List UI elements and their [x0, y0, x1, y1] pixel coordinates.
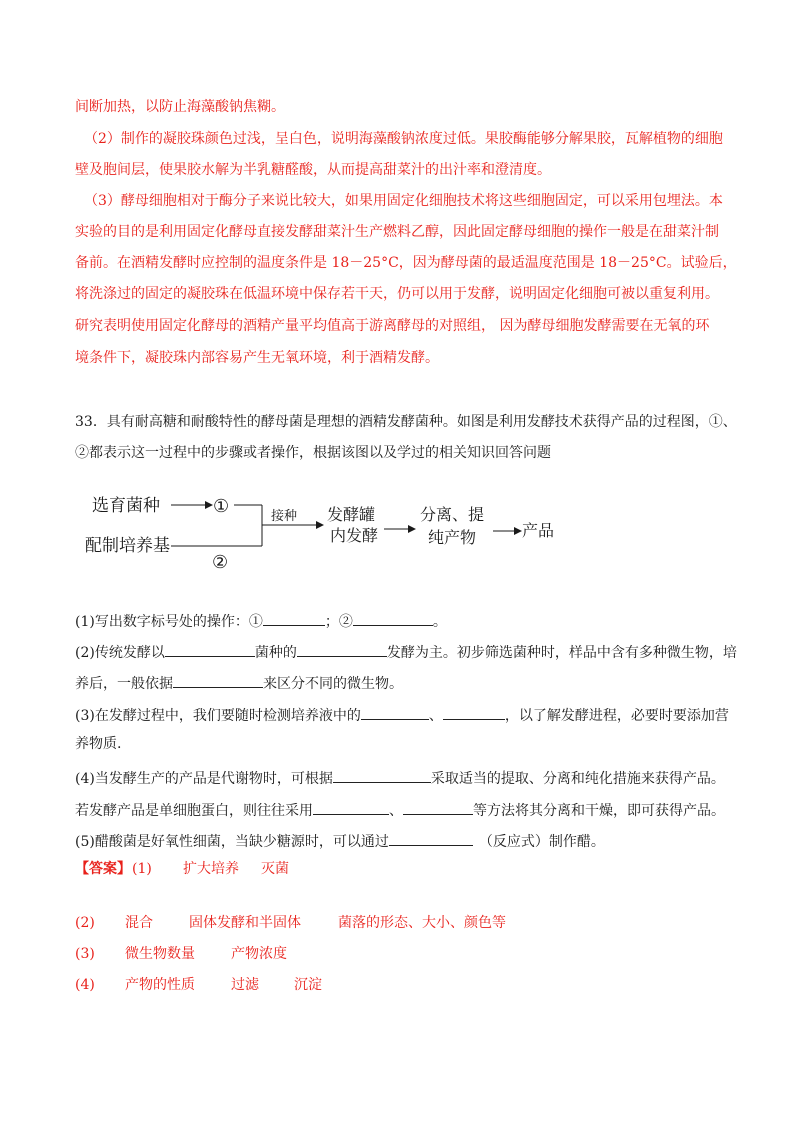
q4-text: (4)当发酵生产的产品是代谢物时，可根据	[75, 771, 333, 787]
sub-question-4	[75, 766, 725, 789]
answer-num: (2)	[75, 915, 95, 931]
explanation-line: 实验的目的是利用固定化酵母直接发酵甜菜汁生产燃料乙醇，因此固定酵母细胞的操作一般是在甜菜汁制	[75, 224, 719, 240]
answer-blank[interactable]	[353, 609, 433, 626]
explanation-line: 研究表明使用固定化酵母的酒精产量平均值高于游离酵母的对照组， 因为酵母细胞发酵需要在无氧的环	[75, 318, 710, 334]
q3-text: 、	[428, 708, 443, 724]
q4-text: 等方法将其分离和干燥，即可获得产品。	[473, 803, 725, 819]
sub-question-5	[75, 829, 605, 852]
answer-blank[interactable]	[333, 766, 431, 783]
arrow-head	[514, 527, 522, 535]
sub-question-2	[75, 640, 737, 663]
question-stem: ②都表示这一过程中的步骤或者操作，根据该图以及学过的相关知识回答问题	[75, 445, 551, 461]
sub-question-3	[75, 703, 729, 726]
explanation-line: 间断加热，以防止海藻酸钠焦糊。	[75, 99, 285, 115]
answer-value: 微生物数量	[125, 946, 195, 962]
answer-num: (4)	[75, 977, 95, 993]
sub-question-3-cont: 养物质.	[75, 736, 122, 752]
answer-label: 【答案】	[75, 861, 131, 877]
sub-question-4-cont	[75, 798, 725, 821]
explanation-line: （2）制作的凝胶珠颜色过浅，呈白色，说明海藻酸钠浓度过低。果胶酶能够分解果胶，瓦解植物的细胞	[84, 131, 723, 147]
explanation-line: 备前。在酒精发酵时应控制的温度条件是 18－25°C，因为酵母菌的最适温度范围是 18－25°C。试验后，	[75, 255, 737, 271]
answer-value: 过滤	[231, 977, 259, 993]
answer-value: 产物的性质	[125, 977, 195, 993]
arrow-head	[316, 521, 324, 529]
answer-blank[interactable]	[313, 798, 389, 815]
step-1-marker: ①	[213, 496, 230, 517]
q5-text: （反应式）制作醋。	[478, 834, 605, 850]
answer-blank[interactable]	[263, 609, 325, 626]
q1-text: 。	[432, 614, 447, 630]
answer-value: 扩大培养	[183, 861, 239, 877]
node-fermenter: 发酵罐	[327, 505, 376, 524]
node-separate-purify: 纯产物	[428, 528, 477, 547]
answer-num: (3)	[75, 946, 95, 962]
answer-num: (1)	[132, 861, 152, 877]
sub-question-2-cont	[75, 671, 403, 694]
q2-text: 养后，一般依据	[75, 676, 173, 692]
answer-blank[interactable]	[165, 640, 255, 657]
q1-text: (1)写出数字标号处的操作：①	[75, 614, 263, 630]
answer-value: 混合	[125, 915, 153, 931]
q4-text: 若发酵产品是单细胞蛋白，则往往采用	[75, 803, 313, 819]
node-select-strain: 选育菌种	[92, 496, 160, 516]
answer-blank[interactable]	[403, 798, 473, 815]
q2-text: (2)传统发酵以	[75, 645, 165, 661]
question-stem: 33．具有耐高糖和耐酸特性的酵母菌是理想的酒精发酵菌种。如图是利用发酵技术获得产品的过程图，①、	[75, 414, 737, 430]
answer-value: 菌落的形态、大小、颜色等	[338, 915, 506, 931]
arrow-head	[205, 501, 213, 509]
explanation-line: （3）酵母细胞相对于酶分子来说比较大，如果用固定化细胞技术将这些细胞固定，可以采用包埋法。本	[84, 193, 723, 209]
answer-value: 产物浓度	[231, 946, 287, 962]
answer-blank[interactable]	[173, 671, 263, 688]
q4-text: 采取适当的提取、分离和纯化措施来获得产品。	[430, 771, 725, 787]
arrow-head	[408, 525, 416, 533]
q2-text: 来区分不同的微生物。	[263, 676, 403, 692]
node-prepare-medium: 配制培养基	[85, 536, 170, 556]
q1-text: ；②	[324, 614, 353, 630]
q5-text: (5)醋酸菌是好氧性细菌，当缺少糖源时，可以通过	[75, 834, 389, 850]
q3-text: (3)在发酵过程中，我们要随时检测培养液中的	[75, 708, 361, 724]
answer-value: 固体发酵和半固体	[189, 915, 301, 931]
explanation-line: 壁及胞间层，使果胶水解为半乳糖醛酸，从而提高甜菜汁的出汁率和澄清度。	[75, 162, 551, 178]
answer-blank[interactable]	[389, 829, 473, 846]
step-2-marker: ②	[212, 552, 229, 573]
answer-blank[interactable]	[361, 703, 429, 720]
q2-text: 菌种的	[254, 645, 297, 661]
node-fermenter: 内发酵	[330, 526, 379, 545]
explanation-line: 将洗涤过的固定的凝胶珠在低温环境中保存若干天，仍可以用于发酵，说明固定化细胞可被以重复利用。	[75, 286, 719, 302]
answer-row-1	[75, 859, 131, 879]
answer-value: 沉淀	[294, 977, 322, 993]
q4-text: 、	[389, 803, 403, 819]
q3-text: ，以了解发酵进程，必要时要添加营	[504, 708, 729, 724]
q2-text: 发酵为主。初步筛选菌种时，样品中含有多种微生物，培	[386, 645, 737, 661]
answer-blank[interactable]	[297, 640, 387, 657]
answer-value: 灭菌	[261, 861, 289, 877]
explanation-line: 境条件下，凝胶珠内部容易产生无氧环境，利于酒精发酵。	[75, 350, 439, 366]
node-product: 产品	[522, 521, 555, 540]
node-separate-purify: 分离、提	[420, 505, 485, 524]
edge-inoculate-label: 接种	[271, 509, 298, 524]
answer-blank[interactable]	[443, 703, 505, 720]
sub-question-1	[75, 609, 447, 632]
